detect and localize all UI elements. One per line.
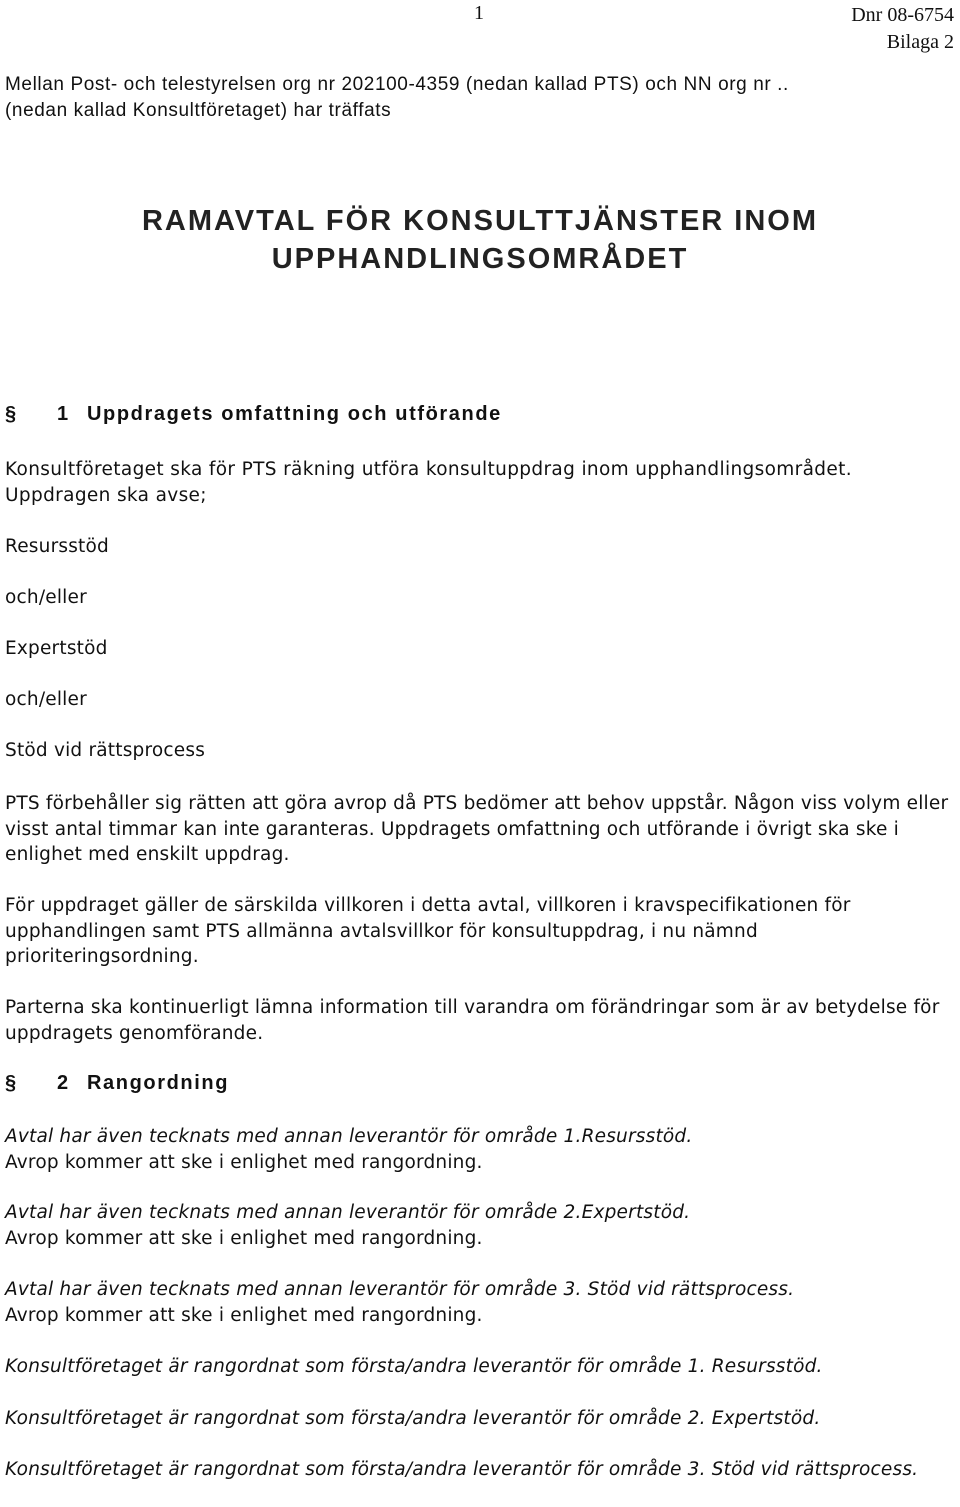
rank-block-3-italic: Avtal har även tecknats med annan leverantör för område 3. Stöd vid rättsprocess. xyxy=(5,1279,795,1300)
section-1-paragraph-3: För uppdraget gäller de särskilda villkoren i detta avtal, villkoren i kravspecifikationen för upphandlingen samt PTS allmänna avtalsvillkor för konsultuppdrag, i nu nämnd prioriteringsordning. xyxy=(5,895,851,967)
section-1-paragraph-1: Konsultföretaget ska för PTS räkning utföra konsultuppdrag inom upphandlingsområdet. Uppdragen ska avse; xyxy=(5,459,852,506)
intro-line-2: (nedan kallad Konsultföretaget) har träffats xyxy=(5,100,392,121)
section-number: 2 xyxy=(57,1072,70,1094)
section-number: 1 xyxy=(57,403,70,425)
document-title-line-1: RAMAVTAL FÖR KONSULTTJÄNSTER INOM xyxy=(141,205,819,237)
rank-statement-3: Konsultföretaget är rangordnat som första/andra leverantör för område 3. Stöd vid rättsprocess. xyxy=(5,1459,919,1480)
rank-block-3-plain: Avrop kommer att ske i enlighet med rangordning. xyxy=(5,1305,483,1326)
option-rattsprocess: Stöd vid rättsprocess xyxy=(5,740,206,761)
rank-statement-1: Konsultföretaget är rangordnat som första/andra leverantör för område 1. Resursstöd. xyxy=(5,1356,823,1377)
section-symbol: § xyxy=(5,1072,18,1094)
page-number: 1 xyxy=(474,2,484,24)
section-symbol: § xyxy=(5,403,18,425)
option-conjunction-1: och/eller xyxy=(5,587,87,608)
rank-block-1-plain: Avrop kommer att ske i enlighet med rangordning. xyxy=(5,1152,483,1173)
section-1-paragraph-2: PTS förbehåller sig rätten att göra avrop då PTS bedömer att behov uppstår. Någon viss volym eller visst antal timmar kan inte garanteras. Uppdragets omfattning och utförande i övrigt ska ske i enlighet med enskilt uppdrag. xyxy=(5,793,949,865)
section-1-paragraph-4: Parterna ska kontinuerligt lämna information till varandra om förändringar som är av betydelse för uppdragets genomförande. xyxy=(5,997,940,1044)
option-expertstod: Expertstöd xyxy=(5,638,108,659)
section-2-heading xyxy=(5,1072,229,1095)
rank-statement-2: Konsultföretaget är rangordnat som första/andra leverantör för område 2. Expertstöd. xyxy=(5,1408,821,1429)
bilaga-label: Bilaga 2 xyxy=(886,31,954,53)
section-title: Uppdragets omfattning och utförande xyxy=(87,403,502,425)
dnr-number: Dnr 08-6754 xyxy=(851,4,954,26)
section-title: Rangordning xyxy=(87,1072,230,1094)
document-reference xyxy=(851,2,954,56)
option-resursstod: Resursstöd xyxy=(5,536,109,557)
rank-block-2-plain: Avrop kommer att ske i enlighet med rangordning. xyxy=(5,1228,483,1249)
option-conjunction-2: och/eller xyxy=(5,689,87,710)
rank-block-2-italic: Avtal har även tecknats med annan leverantör för område 2.Expertstöd. xyxy=(5,1202,691,1223)
rank-block-1-italic: Avtal har även tecknats med annan leverantör för område 1.Resursstöd. xyxy=(5,1126,693,1147)
intro-line-1: Mellan Post- och telestyrelsen org nr 202100-4359 (nedan kallad PTS) och NN org nr .. xyxy=(5,74,789,95)
document-title-line-2: UPPHANDLINGSOMRÅDET xyxy=(271,243,689,275)
section-1-heading xyxy=(5,403,502,426)
